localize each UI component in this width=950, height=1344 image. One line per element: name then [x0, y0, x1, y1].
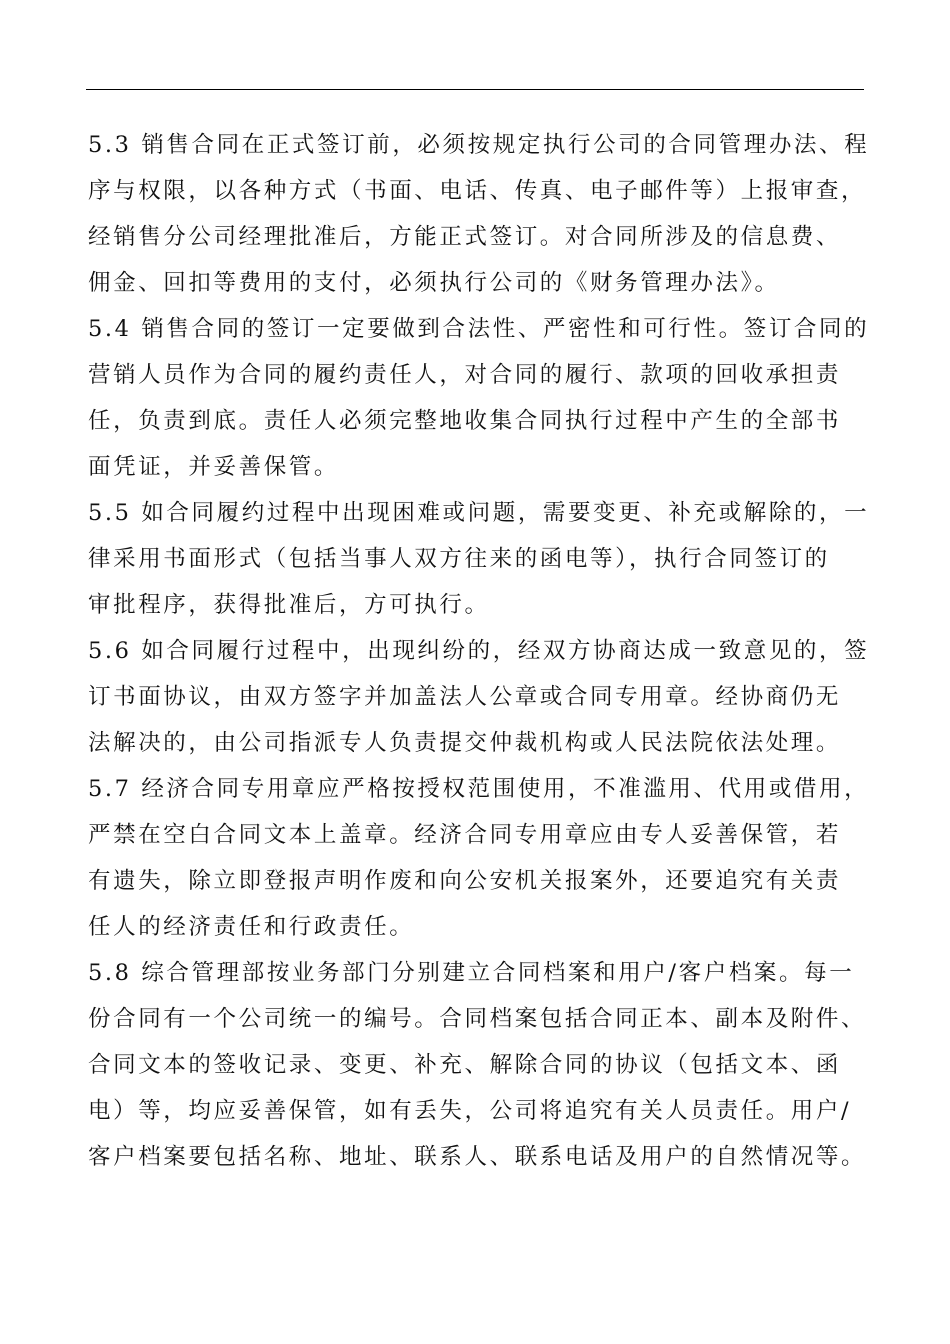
header-rule: [86, 89, 864, 90]
text-line: 面凭证，并妥善保管。: [88, 454, 340, 480]
text-line: 有遗失，除立即登报声明作废和向公安机关报案外，还要追究有关责: [88, 868, 842, 894]
clause-5-7: [88, 766, 878, 950]
text-line: 订书面协议，由双方签字并加盖法人公章或合同专用章。经协商仍无: [88, 684, 842, 710]
clause-5-5: [88, 490, 878, 628]
clause-5-6: [88, 628, 878, 766]
text-line: 5.5 如合同履约过程中出现困难或问题，需要变更、补充或解除的，一: [88, 500, 870, 526]
text-line: 严禁在空白合同文本上盖章。经济合同专用章应由专人妥善保管，若: [88, 822, 842, 848]
text-line: 5.6 如合同履行过程中，出现纠纷的，经双方协商达成一致意见的，签: [88, 638, 870, 664]
text-line: 任，负责到底。责任人必须完整地收集合同执行过程中产生的全部书: [88, 408, 842, 434]
text-line: 营销人员作为合同的履约责任人，对合同的履行、款项的回收承担责: [88, 362, 842, 388]
text-line: 电）等，均应妥善保管，如有丢失，公司将追究有关人员责任。用户/: [88, 1098, 852, 1124]
text-line: 审批程序，获得批准后，方可执行。: [88, 592, 490, 618]
clause-5-8: [88, 950, 878, 1180]
text-line: 法解决的，由公司指派专人负责提交仲裁机构或人民法院依法处理。: [88, 730, 842, 756]
clause-5-4: [88, 306, 878, 490]
text-line: 合同文本的签收记录、变更、补充、解除合同的协议（包括文本、函: [88, 1052, 842, 1078]
text-line: 5.3 销售合同在正式签订前，必须按规定执行公司的合同管理办法、程: [88, 132, 870, 158]
text-line: 5.7 经济合同专用章应严格按授权范围使用，不准滥用、代用或借用，: [88, 776, 870, 802]
text-line: 经销售分公司经理批准后，方能正式签订。对合同所涉及的信息费、: [88, 224, 842, 250]
text-line: 5.8 综合管理部按业务部门分别建立合同档案和用户/客户档案。每一: [88, 960, 855, 986]
text-line: 客户档案要包括名称、地址、联系人、联系电话及用户的自然情况等。: [88, 1144, 867, 1170]
text-line: 序与权限，以各种方式（书面、电话、传真、电子邮件等）上报审查，: [88, 178, 867, 204]
text-line: 律采用书面形式（包括当事人双方往来的函电等），执行合同签订的: [88, 546, 830, 572]
text-line: 佣金、回扣等费用的支付，必须执行公司的《财务管理办法》。: [88, 270, 780, 296]
document-body: [88, 122, 878, 1180]
text-line: 份合同有一个公司统一的编号。合同档案包括合同正本、副本及附件、: [88, 1006, 867, 1032]
text-line: 5.4 销售合同的签订一定要做到合法性、严密性和可行性。签订合同的: [88, 316, 870, 342]
text-line: 任人的经济责任和行政责任。: [88, 914, 415, 940]
clause-5-3: [88, 122, 878, 306]
